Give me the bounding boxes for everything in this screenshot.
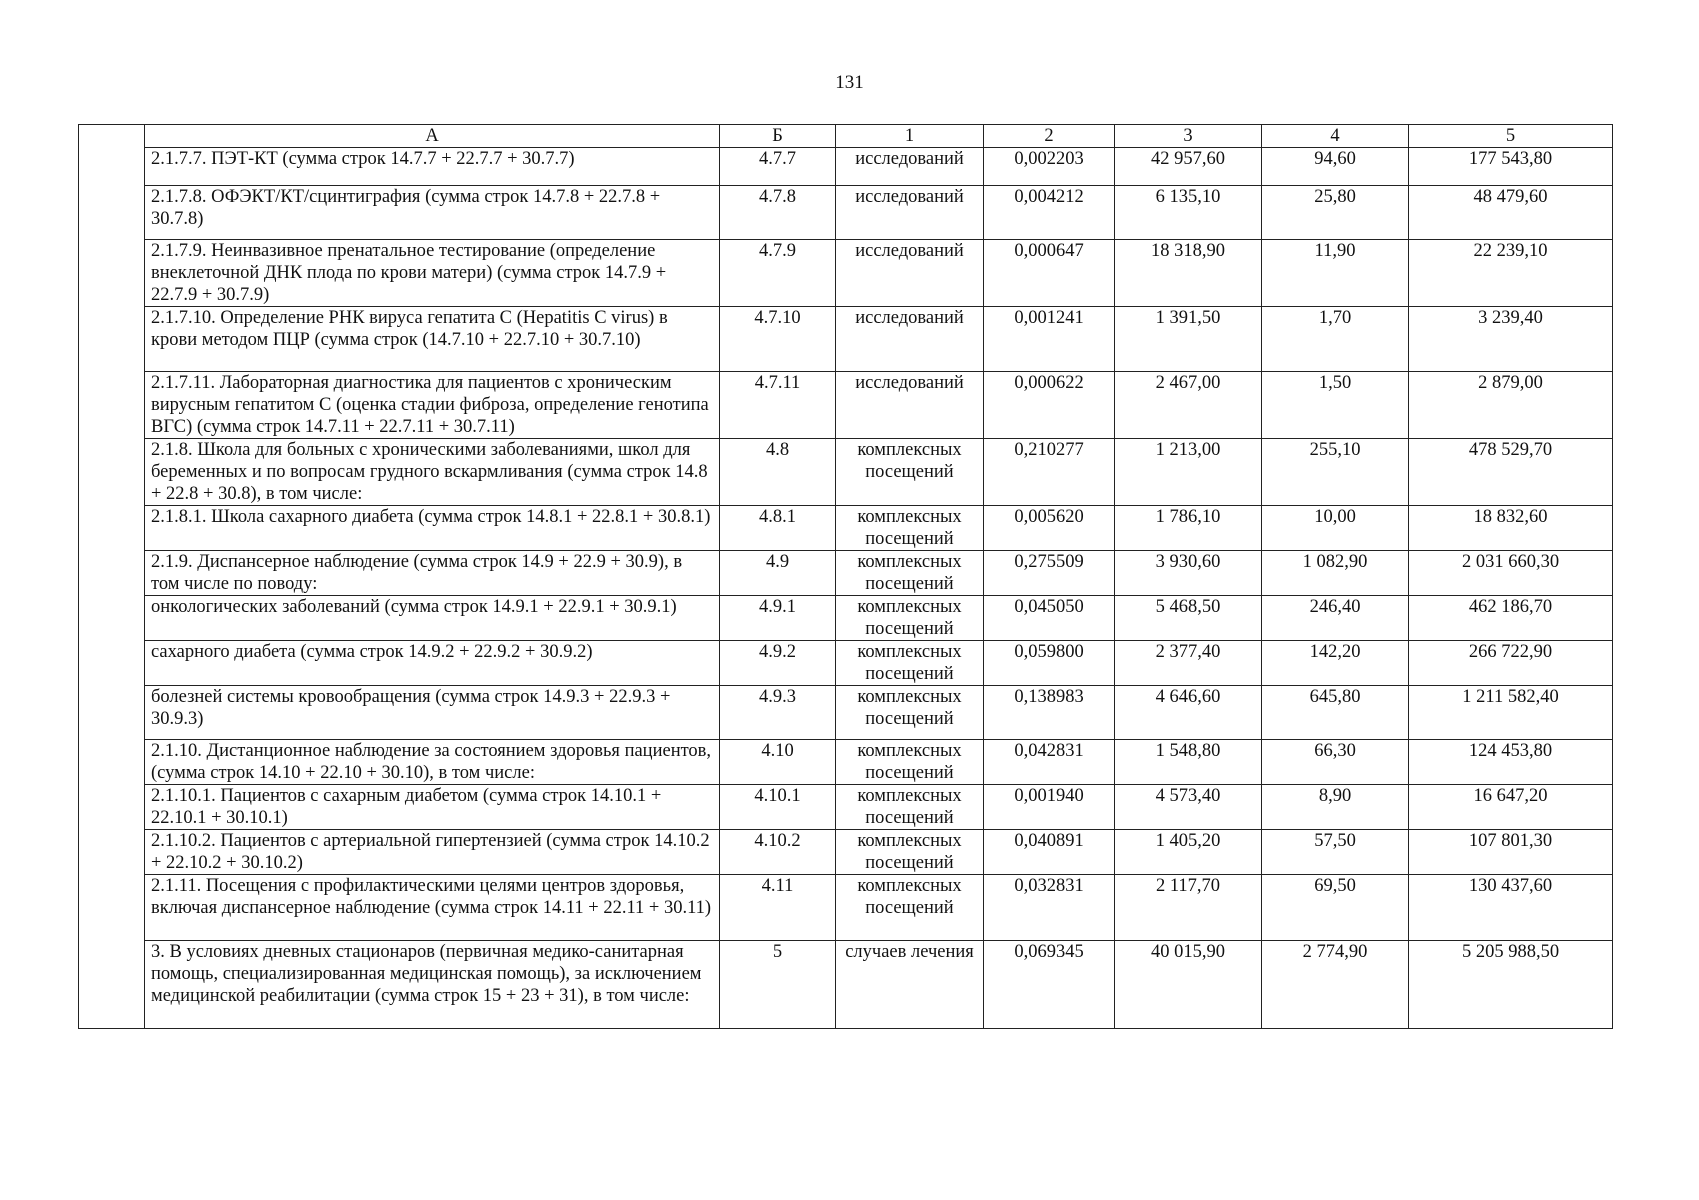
row-unit: комплексных посещений [836, 830, 984, 875]
row-stub [79, 596, 145, 641]
row-value-3: 6 135,10 [1115, 186, 1262, 240]
row-code: 4.9.3 [720, 686, 836, 740]
row-stub [79, 830, 145, 875]
row-value-2: 0,005620 [984, 506, 1115, 551]
row-value-2: 0,001241 [984, 307, 1115, 372]
row-value-2: 0,000622 [984, 372, 1115, 439]
row-name: онкологических заболеваний (сумма строк 14.9.1 + 22.9.1 + 30.9.1) [145, 596, 720, 641]
row-code: 4.7.11 [720, 372, 836, 439]
row-name: болезней системы кровообращения (сумма строк 14.9.3 + 22.9.3 + 30.9.3) [145, 686, 720, 740]
row-value-3: 4 646,60 [1115, 686, 1262, 740]
table-row [79, 439, 1613, 506]
row-name: 2.1.7.8. ОФЭКТ/КТ/сцинтиграфия (сумма строк 14.7.8 + 22.7.8 + 30.7.8) [145, 186, 720, 240]
row-stub [79, 641, 145, 686]
row-stub [79, 785, 145, 830]
table-row [79, 641, 1613, 686]
col-header-4: 4 [1262, 125, 1409, 148]
row-unit: исследований [836, 148, 984, 186]
table-row [79, 372, 1613, 439]
row-value-4: 1,70 [1262, 307, 1409, 372]
row-value-2: 0,138983 [984, 686, 1115, 740]
row-value-5: 177 543,80 [1409, 148, 1613, 186]
table-row [79, 551, 1613, 596]
table-row [79, 596, 1613, 641]
row-value-3: 1 548,80 [1115, 740, 1262, 785]
row-name: 2.1.7.10. Определение РНК вируса гепатита С (Hepatitis C virus) в крови методом ПЦР (сумма строк (14.7.10 + 22.7.10 + 30.7.10) [145, 307, 720, 372]
row-value-4: 8,90 [1262, 785, 1409, 830]
table-row [79, 307, 1613, 372]
row-name: 3. В условиях дневных стационаров (первичная медико-санитарная помощь, специализированная медицинская помощь), за исключением медицинской реабилитации (сумма строк 15 + 23 + 31), в том числе: [145, 941, 720, 1029]
row-stub [79, 875, 145, 941]
row-value-4: 66,30 [1262, 740, 1409, 785]
row-value-5: 48 479,60 [1409, 186, 1613, 240]
row-value-2: 0,059800 [984, 641, 1115, 686]
row-code: 4.10 [720, 740, 836, 785]
row-unit: комплексных посещений [836, 439, 984, 506]
col-header-1: 1 [836, 125, 984, 148]
stub-header [79, 125, 145, 148]
row-name: сахарного диабета (сумма строк 14.9.2 + 22.9.2 + 30.9.2) [145, 641, 720, 686]
row-value-2: 0,032831 [984, 875, 1115, 941]
row-name: 2.1.8. Школа для больных с хроническими заболеваниями, школ для беременных и по вопросам грудного вскармливания (сумма строк 14.8 + 22.8 + 30.8), в том числе: [145, 439, 720, 506]
row-value-4: 10,00 [1262, 506, 1409, 551]
row-code: 4.10.1 [720, 785, 836, 830]
row-stub [79, 186, 145, 240]
page-number: 131 [835, 72, 864, 93]
row-value-2: 0,002203 [984, 148, 1115, 186]
row-unit: исследований [836, 372, 984, 439]
table-row [79, 686, 1613, 740]
row-code: 4.7.10 [720, 307, 836, 372]
row-stub [79, 740, 145, 785]
row-value-2: 0,045050 [984, 596, 1115, 641]
table-body [79, 148, 1613, 1029]
row-code: 5 [720, 941, 836, 1029]
row-stub [79, 551, 145, 596]
row-value-5: 462 186,70 [1409, 596, 1613, 641]
table-row [79, 240, 1613, 307]
col-header-2: 2 [984, 125, 1115, 148]
row-value-5: 130 437,60 [1409, 875, 1613, 941]
row-value-3: 2 467,00 [1115, 372, 1262, 439]
row-value-5: 107 801,30 [1409, 830, 1613, 875]
data-table [78, 124, 1613, 1029]
table-row [79, 506, 1613, 551]
row-value-3: 4 573,40 [1115, 785, 1262, 830]
row-value-2: 0,000647 [984, 240, 1115, 307]
row-name: 2.1.8.1. Школа сахарного диабета (сумма строк 14.8.1 + 22.8.1 + 30.8.1) [145, 506, 720, 551]
row-value-3: 40 015,90 [1115, 941, 1262, 1029]
row-value-2: 0,004212 [984, 186, 1115, 240]
row-code: 4.9 [720, 551, 836, 596]
row-unit: исследований [836, 186, 984, 240]
row-unit: комплексных посещений [836, 596, 984, 641]
row-value-4: 246,40 [1262, 596, 1409, 641]
row-stub [79, 439, 145, 506]
row-code: 4.11 [720, 875, 836, 941]
row-unit: комплексных посещений [836, 740, 984, 785]
table-row [79, 186, 1613, 240]
row-value-5: 22 239,10 [1409, 240, 1613, 307]
table-row [79, 941, 1613, 1029]
row-value-4: 1,50 [1262, 372, 1409, 439]
row-name: 2.1.10.1. Пациентов с сахарным диабетом (сумма строк 14.10.1 + 22.10.1 + 30.10.1) [145, 785, 720, 830]
row-stub [79, 307, 145, 372]
row-unit: исследований [836, 307, 984, 372]
table-row [79, 148, 1613, 186]
row-value-4: 645,80 [1262, 686, 1409, 740]
table-row [79, 740, 1613, 785]
row-value-3: 5 468,50 [1115, 596, 1262, 641]
row-name: 2.1.10.2. Пациентов с артериальной гипертензией (сумма строк 14.10.2 + 22.10.2 + 30.10.2) [145, 830, 720, 875]
row-value-3: 18 318,90 [1115, 240, 1262, 307]
row-stub [79, 686, 145, 740]
row-code: 4.7.7 [720, 148, 836, 186]
row-value-3: 2 117,70 [1115, 875, 1262, 941]
row-value-4: 11,90 [1262, 240, 1409, 307]
row-name: 2.1.9. Диспансерное наблюдение (сумма строк 14.9 + 22.9 + 30.9), в том числе по поводу: [145, 551, 720, 596]
row-value-4: 255,10 [1262, 439, 1409, 506]
row-stub [79, 148, 145, 186]
row-value-3: 2 377,40 [1115, 641, 1262, 686]
row-value-4: 2 774,90 [1262, 941, 1409, 1029]
row-value-5: 1 211 582,40 [1409, 686, 1613, 740]
row-value-5: 3 239,40 [1409, 307, 1613, 372]
row-code: 4.7.8 [720, 186, 836, 240]
row-value-2: 0,069345 [984, 941, 1115, 1029]
row-code: 4.8.1 [720, 506, 836, 551]
row-unit: комплексных посещений [836, 641, 984, 686]
row-value-4: 142,20 [1262, 641, 1409, 686]
row-value-5: 2 031 660,30 [1409, 551, 1613, 596]
row-value-5: 124 453,80 [1409, 740, 1613, 785]
row-name: 2.1.7.7. ПЭТ-КТ (сумма строк 14.7.7 + 22.7.7 + 30.7.7) [145, 148, 720, 186]
row-unit: комплексных посещений [836, 875, 984, 941]
row-code: 4.8 [720, 439, 836, 506]
row-stub [79, 941, 145, 1029]
row-value-5: 478 529,70 [1409, 439, 1613, 506]
row-stub [79, 240, 145, 307]
row-value-4: 57,50 [1262, 830, 1409, 875]
col-header-b: Б [720, 125, 836, 148]
row-code: 4.9.1 [720, 596, 836, 641]
row-name: 2.1.11. Посещения с профилактическими целями центров здоровья, включая диспансерное наблюдение (сумма строк 14.11 + 22.11 + 30.11) [145, 875, 720, 941]
row-unit: комплексных посещений [836, 551, 984, 596]
table-row [79, 785, 1613, 830]
row-value-2: 0,042831 [984, 740, 1115, 785]
row-value-3: 1 786,10 [1115, 506, 1262, 551]
table-row [79, 875, 1613, 941]
row-value-5: 5 205 988,50 [1409, 941, 1613, 1029]
row-stub [79, 506, 145, 551]
row-value-5: 266 722,90 [1409, 641, 1613, 686]
row-value-4: 1 082,90 [1262, 551, 1409, 596]
row-code: 4.9.2 [720, 641, 836, 686]
table-row [79, 830, 1613, 875]
row-unit: исследований [836, 240, 984, 307]
row-code: 4.10.2 [720, 830, 836, 875]
row-name: 2.1.10. Дистанционное наблюдение за состоянием здоровья пациентов, (сумма строк 14.10 + 22.10 + 30.10), в том числе: [145, 740, 720, 785]
row-value-4: 94,60 [1262, 148, 1409, 186]
row-value-3: 42 957,60 [1115, 148, 1262, 186]
col-header-3: 3 [1115, 125, 1262, 148]
row-code: 4.7.9 [720, 240, 836, 307]
row-value-4: 25,80 [1262, 186, 1409, 240]
row-value-4: 69,50 [1262, 875, 1409, 941]
row-value-3: 1 391,50 [1115, 307, 1262, 372]
row-unit: комплексных посещений [836, 506, 984, 551]
row-value-2: 0,040891 [984, 830, 1115, 875]
row-unit: комплексных посещений [836, 785, 984, 830]
row-value-2: 0,001940 [984, 785, 1115, 830]
row-name: 2.1.7.11. Лабораторная диагностика для пациентов с хроническим вирусным гепатитом С (оценка стадии фиброза, определение генотипа ВГС) (сумма строк 14.7.11 + 22.7.11 + 30.7.11) [145, 372, 720, 439]
row-unit: комплексных посещений [836, 686, 984, 740]
row-value-5: 16 647,20 [1409, 785, 1613, 830]
row-value-3: 3 930,60 [1115, 551, 1262, 596]
row-unit: случаев лечения [836, 941, 984, 1029]
row-stub [79, 372, 145, 439]
col-header-5: 5 [1409, 125, 1613, 148]
header-row [79, 125, 1613, 148]
row-value-3: 1 213,00 [1115, 439, 1262, 506]
row-name: 2.1.7.9. Неинвазивное пренатальное тестирование (определение внеклеточной ДНК плода по крови матери) (сумма строк 14.7.9 + 22.7.9 + 30.7.9) [145, 240, 720, 307]
row-value-2: 0,275509 [984, 551, 1115, 596]
row-value-3: 1 405,20 [1115, 830, 1262, 875]
row-value-5: 2 879,00 [1409, 372, 1613, 439]
row-value-2: 0,210277 [984, 439, 1115, 506]
col-header-a: А [145, 125, 720, 148]
row-value-5: 18 832,60 [1409, 506, 1613, 551]
